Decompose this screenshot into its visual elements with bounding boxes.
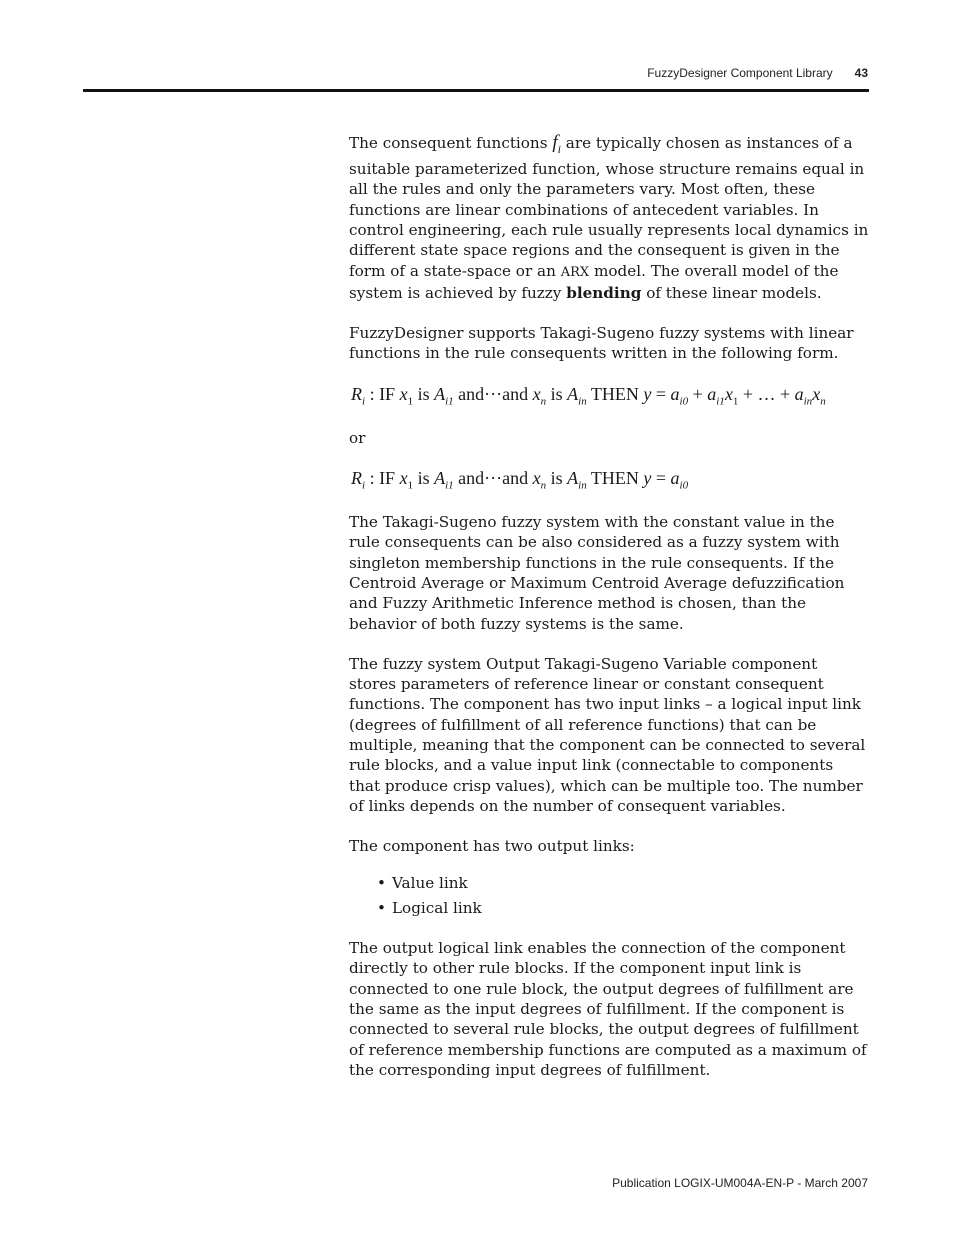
paragraph-singleton: The Takagi-Sugeno fuzzy system with the constant value in the rule consequents can be also considered as a fuzzy system with singleton membership functions in the rule consequents. If the Centroid Average or Maximum Centroid Average defuzzification and Fuzzy Arithmetic Inference method is chosen, than the behavior of both fuzzy systems is the same. xyxy=(349,513,845,633)
header-rule xyxy=(83,89,869,92)
paragraph-supports: FuzzyDesigner supports Takagi-Sugeno fuzzy systems with linear functions in the rule consequents written in the following form. xyxy=(349,324,854,363)
paragraph-logical-link: The output logical link enables the connection of the component directly to other rule blocks. If the component input link is connected to one rule block, the output degrees of fulfillment are the same as the input degrees of fulfillment. If the component is connected to several rule blocks, the output degrees of fulfillment of reference membership functions are computed as a maximum of the corresponding input degrees of fulfillment. xyxy=(349,939,867,1079)
function-symbol: $f_i$ xyxy=(552,132,561,156)
section-title: FuzzyDesigner Component Library xyxy=(647,66,833,80)
list-item: • Logical link xyxy=(377,898,869,918)
bold-term: blending xyxy=(566,283,642,302)
equation-linear: $R_i$ : IF $x_1$ is $A_{i1}$ and···and $x_n$ is $A_{in}$ THEN $y = a_{i0} + a_{i1}x_1$ + … + $a_{in}x_n$ xyxy=(351,383,826,408)
page-header xyxy=(647,66,868,80)
equation-constant: $R_i$ : IF $x_1$ is $A_{i1}$ and···and $x_n$ is $A_{in}$ THEN $y = a_{i0}$ xyxy=(351,468,689,492)
page-number: 43 xyxy=(854,66,868,80)
or-text: or xyxy=(349,428,366,447)
paragraph-consequent-functions: The consequent functions $f_i$ are typically chosen as instances of a suitable parameterized function, whose structure remains equal in all the rules and only the parameters vary. Most often, these functions are linear combinations of antecedent variables. In control engineering, each rule usually represents local dynamics in different state space regions and the consequent is given in the form of a state-space or an ARX model. The overall model of the system is achieved by fuzzy blending of these linear models. xyxy=(349,132,869,302)
output-links-list xyxy=(377,873,869,919)
paragraph-output-links: The component has two output links: xyxy=(349,837,635,856)
page-footer: Publication LOGIX-UM004A-EN-P - March 2007 xyxy=(612,1176,868,1190)
list-item: • Value link xyxy=(377,873,869,893)
body-text xyxy=(349,133,869,1100)
paragraph-component-stores: The fuzzy system Output Takagi-Sugeno Variable component stores parameters of reference linear or constant consequent functions. The component has two input links – a logical input link (degrees of fulfillment of all reference functions) that can be multiple, meaning that the component can be connected to several rule blocks, and a value input link (connectable to components that produce crisp values), which can be multiple too. The number of links depends on the number of consequent variables. xyxy=(349,654,866,815)
